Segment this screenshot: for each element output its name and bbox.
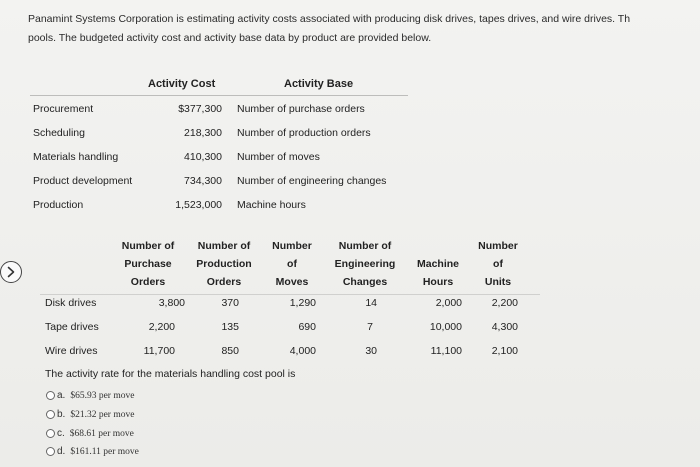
- answer-option-a[interactable]: [46, 387, 134, 404]
- activity-cost: 734,300: [184, 175, 222, 187]
- activity-name: Procurement: [33, 103, 94, 115]
- intro-line-1: Panamint Systems Corporation is estimating activity costs associated with producing disk drives, tapes drives, and wire drives. Th: [28, 13, 631, 25]
- column-header: [328, 237, 402, 291]
- table-cell: 7: [367, 321, 373, 333]
- table-row: [0, 297, 700, 317]
- radio-button[interactable]: [46, 410, 55, 419]
- table-cell: 1,290: [289, 297, 316, 309]
- activity-base: Number of engineering changes: [237, 175, 387, 187]
- table-cell: 2,200: [148, 321, 175, 333]
- header-line: Units: [484, 276, 512, 288]
- activity-cost-header: Activity Cost: [148, 78, 216, 90]
- intro-line-2: pools. The budgeted activity cost and activity base data by product are provided below.: [28, 32, 432, 44]
- chevron-right-icon: [6, 266, 16, 278]
- header-line: Changes: [342, 276, 388, 288]
- option-text: $68.61 per move: [69, 428, 134, 439]
- table-cell: 10,000: [429, 321, 462, 333]
- option-text: $161.11 per move: [70, 446, 139, 457]
- activity-name: Product development: [33, 175, 133, 187]
- activity-base: Machine hours: [237, 199, 306, 211]
- table-cell: 30: [365, 345, 377, 357]
- option-text: $21.32 per move: [70, 409, 135, 420]
- option-letter: b.: [57, 409, 66, 420]
- question-intro: [28, 10, 700, 48]
- header-line: Moves: [275, 276, 309, 288]
- table-cell: 14: [365, 297, 377, 309]
- header-line: of: [493, 258, 503, 270]
- next-question-button[interactable]: [0, 261, 22, 283]
- header-line: [408, 237, 468, 255]
- table-cell: 11,700: [143, 345, 175, 357]
- activity-cost: 410,300: [184, 151, 222, 163]
- cost-row: [0, 127, 700, 147]
- answer-option-b[interactable]: [46, 406, 134, 423]
- product-name: Tape drives: [45, 321, 99, 333]
- answer-option-c[interactable]: [46, 425, 134, 442]
- activity-name: Scheduling: [33, 127, 85, 139]
- header-line: Number: [272, 240, 312, 252]
- radio-button[interactable]: [46, 391, 55, 400]
- header-line: of: [287, 258, 297, 270]
- table-cell: 2,200: [491, 297, 518, 309]
- table-divider: [40, 294, 540, 295]
- cost-row: [0, 151, 700, 171]
- option-letter: a.: [57, 390, 66, 401]
- header-divider: [30, 95, 408, 96]
- column-header: [112, 237, 184, 291]
- question-prompt: The activity rate for the materials handling cost pool is: [45, 368, 296, 380]
- activity-base: Number of purchase orders: [237, 103, 365, 115]
- table-row: [0, 345, 700, 365]
- table-cell: 4,300: [491, 321, 518, 333]
- column-header: [470, 237, 526, 291]
- header-line: Number of: [197, 240, 251, 252]
- table-cell: 850: [221, 345, 239, 357]
- column-header: [188, 237, 260, 291]
- column-header: [408, 237, 468, 291]
- header-line: Orders: [206, 276, 242, 288]
- radio-button[interactable]: [46, 447, 55, 456]
- activity-cost: 1,523,000: [175, 199, 222, 211]
- product-name: Disk drives: [45, 297, 97, 309]
- header-line: Machine: [416, 258, 459, 270]
- activity-name: Production: [33, 199, 84, 211]
- header-line: Number of: [338, 240, 392, 252]
- activity-base: Number of production orders: [237, 127, 371, 139]
- header-line: Engineering: [334, 258, 396, 270]
- table-cell: 2,000: [435, 297, 462, 309]
- table-cell: 4,000: [289, 345, 316, 357]
- table-cell: 135: [221, 321, 239, 333]
- option-text: $65.93 per move: [70, 390, 135, 401]
- table-cell: 3,800: [158, 297, 185, 309]
- cost-row: [0, 103, 700, 123]
- header-line: Orders: [130, 276, 166, 288]
- table-cell: 690: [298, 321, 316, 333]
- table-row: [0, 321, 700, 341]
- header-line: Number: [478, 240, 518, 252]
- activity-cost: 218,300: [184, 127, 222, 139]
- activity-base: Number of moves: [237, 151, 320, 163]
- header-line: Production: [196, 258, 252, 270]
- activity-base-header: Activity Base: [284, 78, 354, 90]
- table-cell: 2,100: [491, 345, 518, 357]
- answer-option-d[interactable]: [46, 443, 139, 460]
- activity-cost: $377,300: [178, 103, 222, 115]
- cost-row: [0, 175, 700, 195]
- table-cell: 11,100: [430, 345, 462, 357]
- table-cell: 370: [221, 297, 239, 309]
- cost-row: [0, 199, 700, 219]
- header-line: Purchase: [124, 258, 172, 270]
- radio-button[interactable]: [46, 429, 55, 438]
- header-line: Number of: [121, 240, 175, 252]
- product-name: Wire drives: [45, 345, 98, 357]
- option-letter: d.: [57, 446, 66, 457]
- option-letter: c.: [57, 428, 65, 439]
- column-header: [262, 237, 322, 291]
- header-line: Hours: [422, 276, 454, 288]
- activity-name: Materials handling: [33, 151, 119, 163]
